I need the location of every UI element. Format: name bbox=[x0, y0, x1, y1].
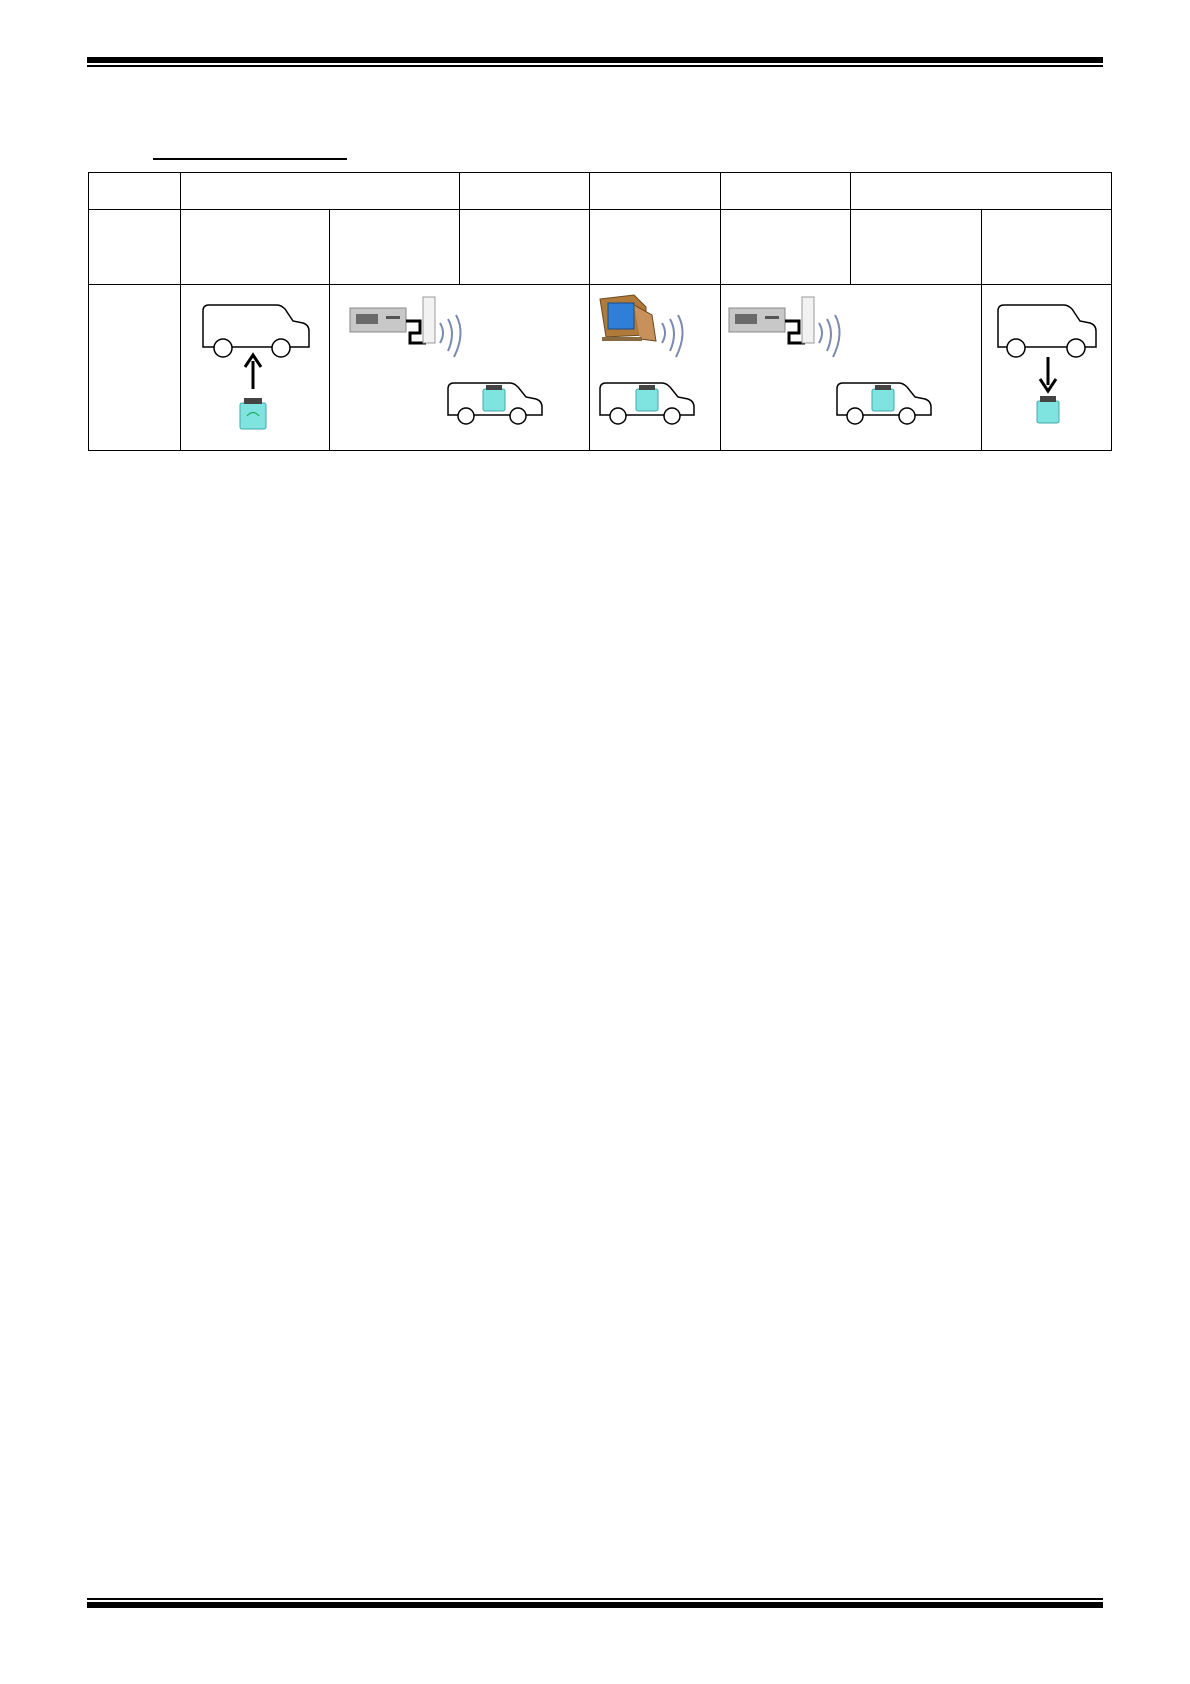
signal-waves-icon bbox=[662, 315, 683, 357]
subheader-cell bbox=[981, 210, 1111, 285]
reader-icon bbox=[729, 308, 785, 332]
subheader-cell bbox=[851, 210, 981, 285]
subheader-cell bbox=[181, 210, 329, 285]
subheader-cell bbox=[590, 210, 720, 285]
illustration-step-3 bbox=[590, 285, 720, 451]
illustration-step-2 bbox=[329, 285, 590, 451]
header-cell bbox=[181, 173, 460, 210]
tag-icon bbox=[1037, 396, 1059, 423]
subheader-cell bbox=[720, 210, 850, 285]
subheader-cell bbox=[329, 210, 459, 285]
car-icon bbox=[203, 305, 309, 357]
header-cell bbox=[89, 173, 181, 210]
antenna-icon bbox=[785, 297, 814, 343]
arrow-down-icon bbox=[1040, 357, 1056, 391]
illustration-step-4 bbox=[720, 285, 981, 451]
table-header-row bbox=[89, 173, 1112, 210]
header-cell bbox=[720, 173, 850, 210]
header-cell bbox=[590, 173, 720, 210]
illustration-step-5 bbox=[981, 285, 1111, 451]
car-with-tag-icon bbox=[448, 383, 542, 424]
header-cell bbox=[851, 173, 1112, 210]
arrow-up-icon bbox=[245, 355, 261, 389]
table-subheader-row bbox=[89, 210, 1112, 285]
signal-waves-icon bbox=[440, 315, 461, 357]
signal-waves-icon bbox=[819, 315, 840, 357]
tag-icon bbox=[240, 398, 266, 429]
header-cell bbox=[460, 173, 590, 210]
subheader-cell bbox=[460, 210, 590, 285]
reader-icon bbox=[350, 308, 406, 332]
subheader-cell bbox=[89, 210, 181, 285]
car-with-tag-icon bbox=[837, 383, 931, 424]
computer-icon bbox=[600, 295, 656, 341]
footer-rule bbox=[87, 1598, 1103, 1608]
row-label-cell bbox=[89, 285, 181, 451]
illustration-row bbox=[89, 285, 1112, 451]
illustration-step-1 bbox=[181, 285, 329, 451]
antenna-icon bbox=[406, 297, 435, 343]
process-table bbox=[88, 172, 1112, 451]
car-icon bbox=[998, 305, 1096, 357]
car-with-tag-icon bbox=[600, 383, 694, 424]
header-rule bbox=[87, 57, 1103, 67]
section-heading-underline bbox=[153, 158, 347, 160]
